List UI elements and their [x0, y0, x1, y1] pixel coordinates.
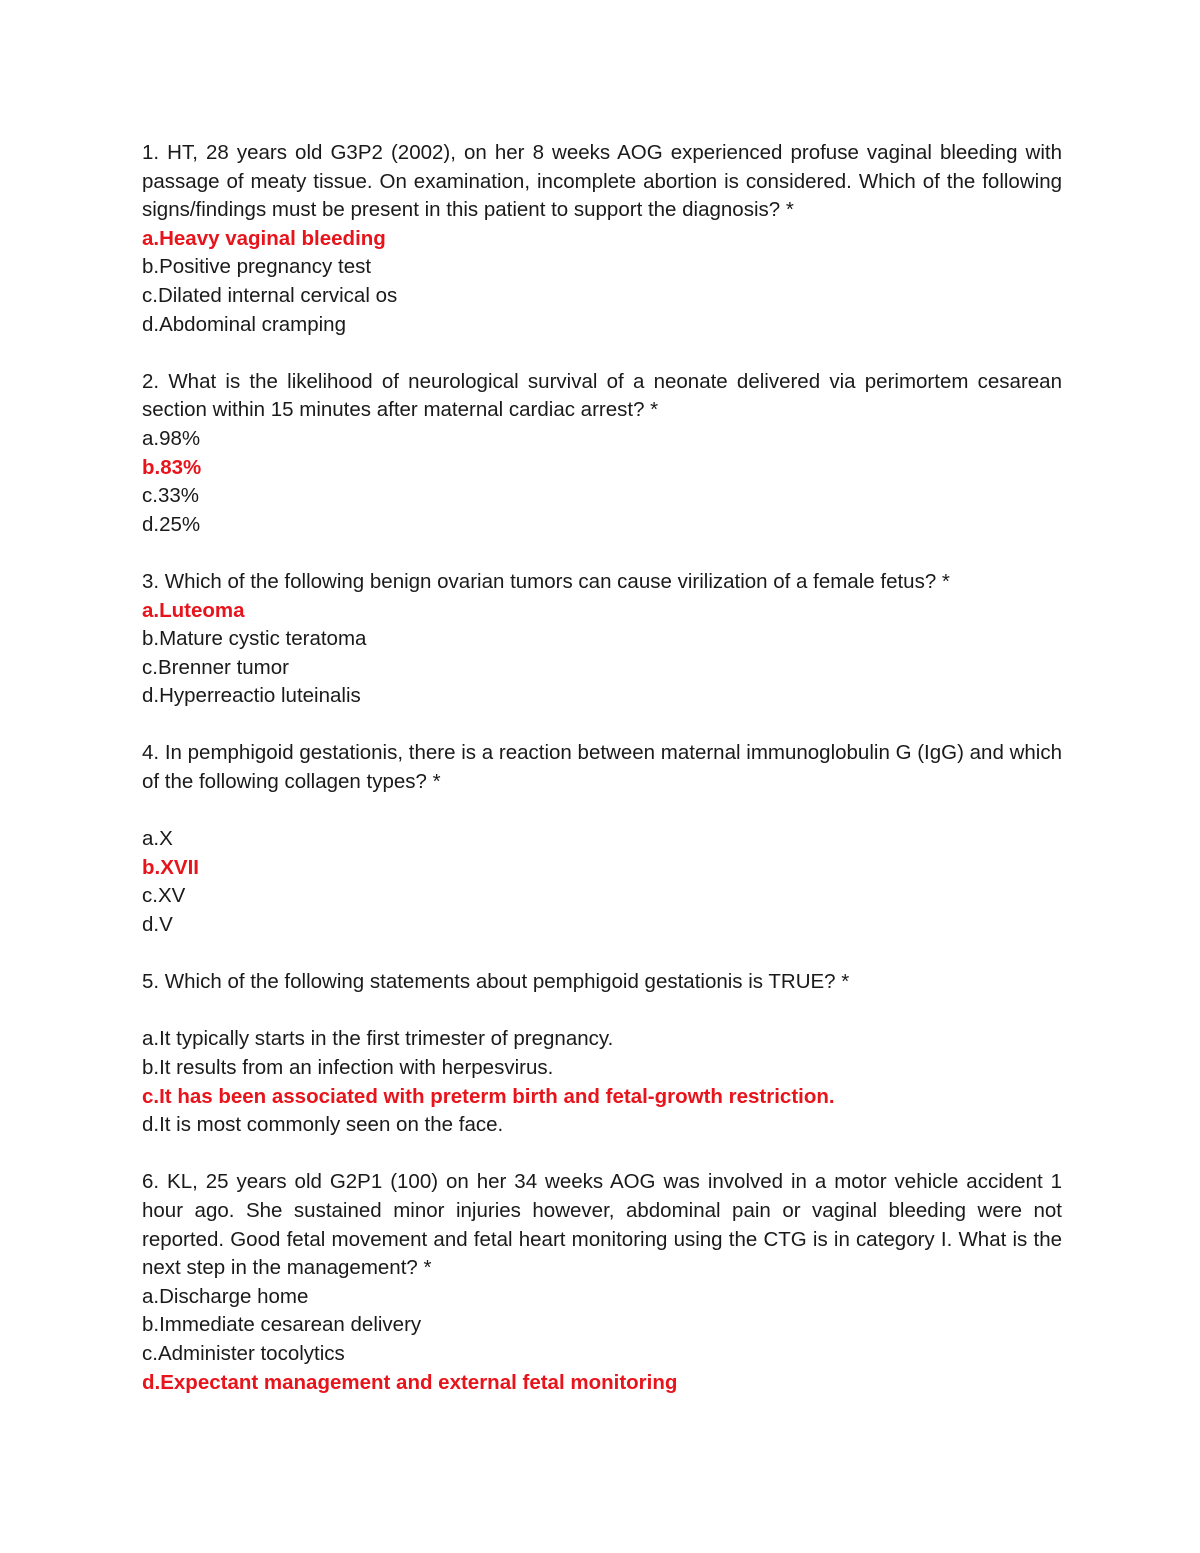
answer-option: a.X: [142, 827, 173, 851]
answer-option: a.Discharge home: [142, 1284, 309, 1308]
answer-option: d.Hyperreactio luteinalis: [142, 684, 361, 708]
answer-option: d.Abdominal cramping: [142, 312, 346, 336]
blank-line: [142, 797, 1062, 826]
question-stem: 1. HT, 28 years old G3P2 (2002), on her 8 weeks AOG experienced profuse vaginal bleeding with passage of meaty tissue. On examination, incomplete abortion is considered. Which of the following signs/findings must be present in this patient to support the diagnosis? *: [142, 141, 1062, 222]
question-2: [142, 368, 1062, 540]
answer-option: a.98%: [142, 426, 201, 450]
question-6: [142, 1168, 1062, 1397]
answer-option: c.It has been associated with preterm birth and fetal-growth restriction.: [142, 1084, 835, 1108]
question-4: [142, 739, 1062, 939]
answer-option: d.V: [142, 913, 173, 937]
question-stem: 2. What is the likelihood of neurological survival of a neonate delivered via perimortem cesarean section within 15 minutes after maternal cardiac arrest? *: [142, 369, 1062, 422]
answer-option: b.Immediate cesarean delivery: [142, 1313, 422, 1337]
answer-option: c.Dilated internal cervical os: [142, 283, 398, 307]
question-stem: 5. Which of the following statements about pemphigoid gestationis is TRUE? *: [142, 970, 850, 994]
answer-option: b.XVII: [142, 855, 199, 879]
blank-line: [142, 997, 1062, 1026]
answer-option: d.25%: [142, 512, 201, 536]
answer-option: c.Administer tocolytics: [142, 1341, 345, 1365]
question-3: [142, 568, 1062, 711]
question-stem: 3. Which of the following benign ovarian tumors can cause virilization of a female fetus? *: [142, 569, 950, 593]
answer-option: d.It is most commonly seen on the face.: [142, 1113, 504, 1137]
answer-option: c.Brenner tumor: [142, 655, 289, 679]
answer-option: b.Positive pregnancy test: [142, 255, 372, 279]
answer-option: b.It results from an infection with herpesvirus.: [142, 1056, 554, 1079]
answer-option: c.XV: [142, 884, 186, 908]
question-stem: 6. KL, 25 years old G2P1 (100) on her 34 weeks AOG was involved in a motor vehicle accident 1 hour ago. She sustained minor injuries however, abdominal pain or vaginal bleeding were not reported. Good fetal movement and fetal heart monitoring using the CTG is in category I. What is the next step in the management? *: [142, 1170, 1062, 1280]
question-1: [142, 139, 1062, 339]
answer-option: a.It typically starts in the first trimester of pregnancy.: [142, 1027, 614, 1051]
question-stem: 4. In pemphigoid gestationis, there is a reaction between maternal immunoglobulin G (IgG) and which of the following collagen types? *: [142, 741, 1062, 794]
answer-option: a.Luteoma: [142, 598, 245, 622]
question-5: [142, 968, 1062, 1140]
answer-option: b.Mature cystic teratoma: [142, 627, 367, 651]
answer-option: d.Expectant management and external fetal monitoring: [142, 1370, 678, 1394]
answer-option: b.83%: [142, 455, 202, 479]
answer-option: c.33%: [142, 484, 199, 508]
answer-option: a.Heavy vaginal bleeding: [142, 226, 386, 250]
